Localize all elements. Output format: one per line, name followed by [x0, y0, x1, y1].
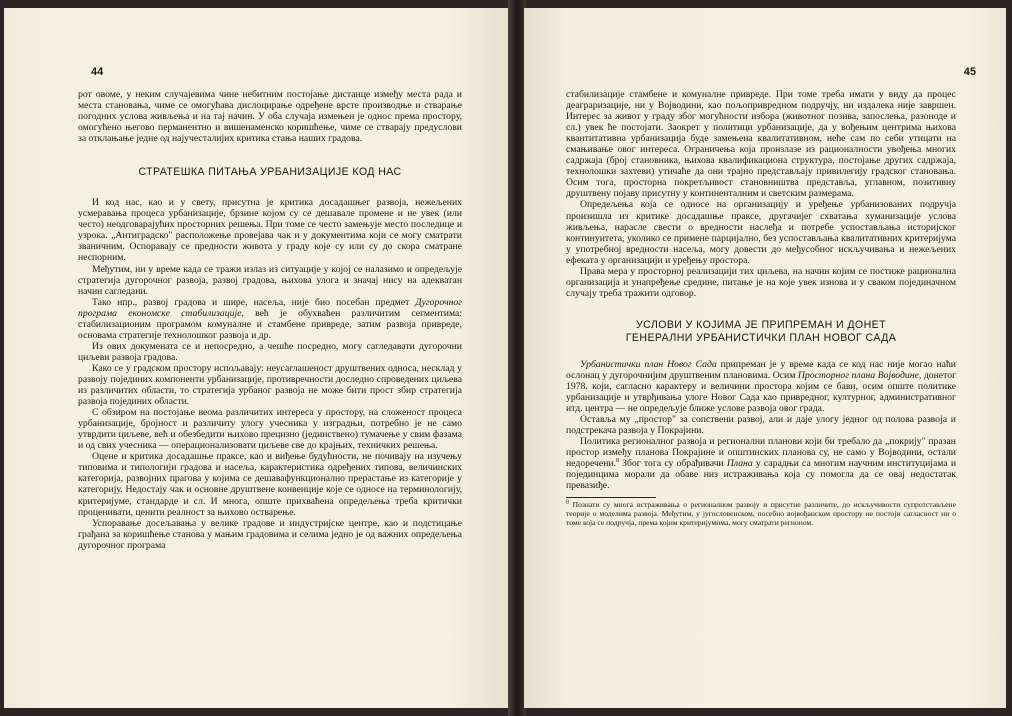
paragraph: Опредељења која се односе на организацију и уређење урбанизованих подручја произишла из критике досадашње праксе, другачијег схватања хуманизације услова живљења, нарасле свести о вредности наслеђа и потребе успостављања историјског континуитета, уколико се примене парцијално, без успостављања квалитативних критеријума у употребној вредности насеља, могу довести до међусобног искључивања и нежељених ефеката у организацији и уређењу простора. — [566, 199, 956, 266]
paragraph: Остављa му „простор" за сопствени развој, али и даје улогу једног од полова развоја и подстрекача развоја у Покрајини. — [566, 414, 956, 437]
paragraph — [566, 359, 956, 414]
text-run: Тако нпр., развој градова и шире, насеља, није био посебан предмет — [92, 296, 416, 308]
paragraph — [566, 436, 956, 491]
paragraph: рот овоме, у неким случајевима чине небитним постојање дистанце између места рада и места становања, чиме се омогућава дислоцирање одређене врсте производње и стварање погодних услова живљења и на тај начин. У оба случаја измењен је однос према простору, омогућено његово перманентно и вишенаменско коришћење, чиме се стварају предуслови за отклањање једне од најучесталијих критика стања наших градова. — [78, 89, 462, 145]
paragraph: Из ових докумената се и непосредно, а чешће посредно, могу сагледавати дугорочни циљеви развоја градова. — [78, 340, 462, 363]
paragraph: Успоравање досељавања у велике градове и индустријске центре, као и подстицање грађана за коришћење станова у мањим градовима и селима једно је од важних опредељења дугорочног програма — [78, 517, 462, 551]
right-text-column — [566, 89, 956, 528]
page-number-right: 45 — [963, 66, 976, 78]
paragraph: Међутим, ни у време када се тражи излаз из ситуације у којој се налазимо и опредељује стратегија дугорочног развоја, развој градова, њихова улога и значај нису на адекватан начин сагледани. — [78, 263, 462, 297]
italic-title: Дугорочног програма економске стабилизације, — [78, 296, 462, 319]
footnote-text: Познати су многа истраживања о регионалном развоју и присутне различите, до искључивости супротстављене теорије о моделима развоја. Међутим, у југословенском, посебно војвођанском простору не постоји сагласност ни о томе која се подручја, према којим критеријумима, могу сматрати регионом. — [566, 500, 956, 528]
paragraph: Како се у градском простору испољавају: неусаглашеност друштвених односа, несклад у развоју појединих компоненти урбанизације, противречности доследно спроведених циљева из различитих области, то стратегија урбаног развоја не може бити прост збир стратегија развоја појединих области. — [78, 362, 462, 408]
paragraph: Права мера у просторној реализацији тих циљева, на начин којим се постиже рационална организација и унапређење средине, питање је на које увек изнова и у сваком појединачном случају треба тражити одговор. — [566, 265, 956, 299]
paragraph: Оцене и критика досадашње праксе, као и виђење будућности, не почивају на изучењу типовима и типологији градова и насеља, карактеристика одређених типова, величинских категорија, развојних прагова у којима се дешавафункционално прерастање из категорије у категорију. Недостају чак и основне друштвене конвенције које се односе на терминологију, критеријуме, стандарде и сл. И многа, опште прихваћена опредељења треба критички проценивати, ценити реалност за њихово остварење. — [78, 451, 462, 518]
text-run: Политика регионалног развоја и регионални планови који би требало да „покрију" празан простор између планова Покрајине и општинских планова су, не само у Војводини, остали недоречени. — [566, 436, 956, 470]
italic-title: Плана — [726, 458, 753, 470]
paragraph: стабилизације стамбене и комуналне привреде. При томе треба имати у виду да процес деаграризације, ни у Војводини, као пољопривредном подручју, ни издалека није завршен. Интерес за живот у граду због могућности избора (животног позива, запослења, разоноде и сл.) увек ће постојати. Заокрет у политици урбанизације, да у вођењим центрима њихова квантитативна урбанизација буде замењена квалитативном, неће сам по себи утицати на смањивање овог интереса. Ограничења која произлазе из рационалности увођења многих садржаја (број становника, њихова квалификациона структура, постојање других садржаја, технолошки захтеви) утичаће да они трајно представљају привилегију градског становања. Осим тога, просторна покретљивост становништва представља, углавном, позитивну друштвену појаву присутну у континенталним и светским размерама. — [566, 89, 956, 200]
text-run: донетог 1978. који, сагласно карактеру и величини простора којим се бави, осим опште политике урбанизације и утврђивања улоге Новог Сада као привредног, културног, административног итд. центра — не опредељује ближе услове развоја овог града. — [566, 369, 957, 415]
heading-line: ГЕНЕРАЛНИ УРБАНИСТИЧКИ ПЛАН НОВОГ САДА — [625, 331, 897, 344]
italic-title: Просторног плана Војводине, — [797, 369, 922, 381]
text-run: већ је обухваћен различитим сегментима: стабилизационим програмом комуналне и стамбене привреде, затим развоја привреде, основама стратегије технолошког развоја и др. — [78, 307, 462, 341]
paragraph — [78, 297, 462, 341]
page-number-left: 44 — [91, 66, 104, 78]
footnote-marker: 8 — [566, 499, 569, 506]
paragraph: И код нас, као и у свету, присутна је критика досадашњег развоја, нежељених усмеравања процеса урбанизације, брзине којом су се дешавале промене и не увек (или често) неодговарајућих просторних решења. При томе се често замењује место последице и узрока. „Антиградско" расположење провејава чак и у документима који се могу сматрати званичним. Оспоравају се предности живота у граду које су или су до скора сматране неспорним. — [78, 197, 462, 264]
paragraph: С обзиром на постојање веома различитих интереса у простору, на сложеност процеса урбанизације, бројност и различиту улогу учесника у изградњи, потребно је не само утврдити циљеве, већ и обезбедити њихово прецизно (јединствено) тумачење у свим фазама и од свих учесника — операционализовати циљеве све до крајњих, техничких решења. — [78, 407, 462, 452]
text-run: припреман је у време када се код нас није могао наћи ослонац у дугорочнијим друштвеним плановима. Осим — [566, 358, 956, 381]
section-heading — [566, 319, 956, 345]
heading-line: УСЛОВИ У КОЈИМА ЈЕ ПРИПРЕМАН И ДОНЕТ — [636, 318, 886, 331]
italic-title: Урбанистички план Новог Сада — [580, 358, 717, 370]
section-heading: СТРАТЕШКА ПИТАЊА УРБАНИЗАЦИЈЕ КОД НАС — [138, 166, 402, 179]
right-page — [524, 8, 1006, 708]
footnote-reference: 8 — [616, 458, 619, 465]
text-run: Због тога су обрађивачи — [619, 458, 727, 470]
left-text-column — [78, 89, 462, 551]
text-run: у сарадњи са многим научним институцијама и појединцима морали да обаве низ истраживања која су помогла да се овај недостатак превазиђе. — [566, 458, 956, 492]
left-page — [4, 8, 510, 708]
footnote-divider — [566, 497, 656, 498]
footnote — [566, 501, 956, 527]
